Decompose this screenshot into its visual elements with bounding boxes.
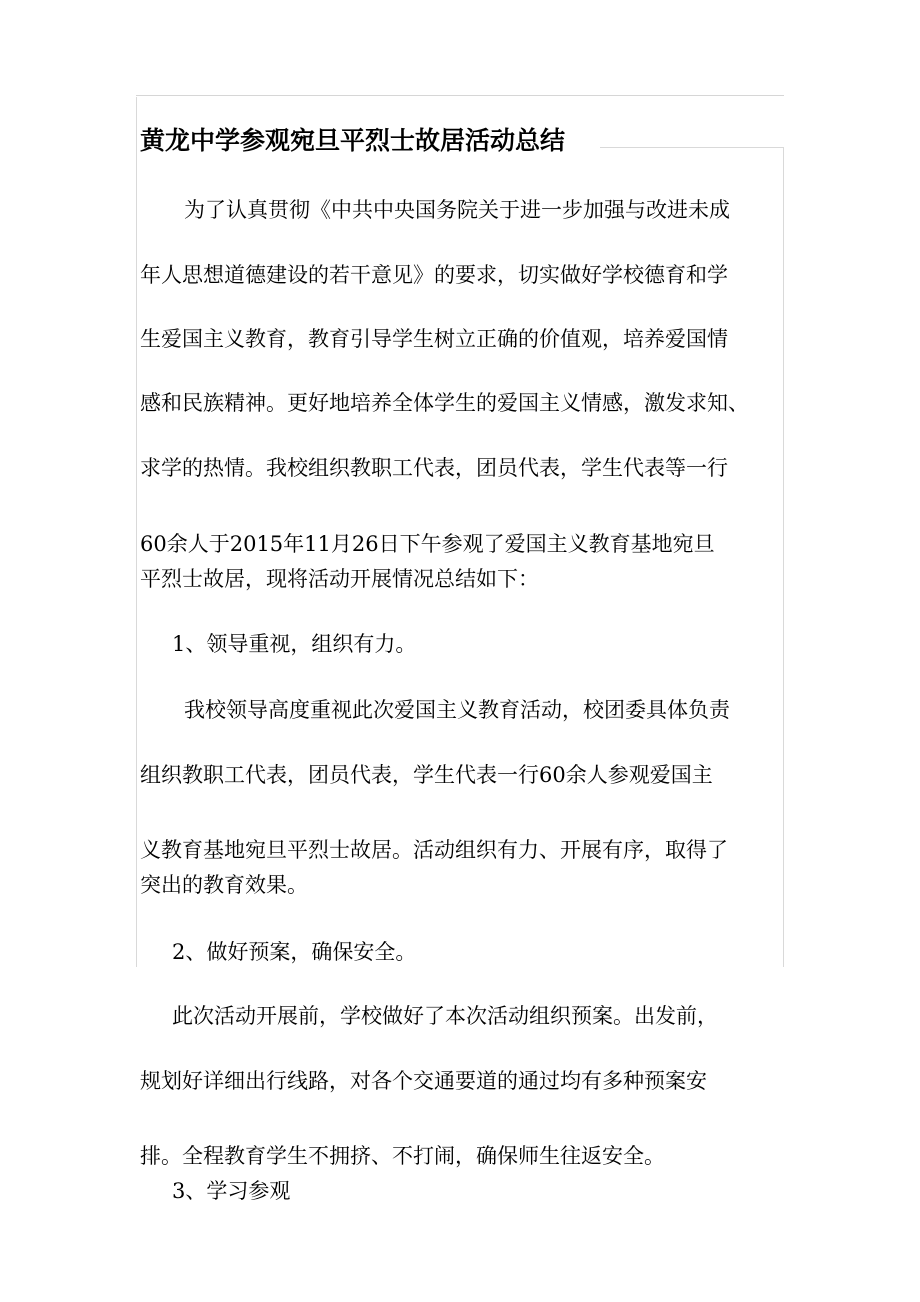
frame-top-border	[600, 147, 783, 148]
paragraph-line: 求学的热情。我校组织教职工代表，团员代表，学生代表等一行	[140, 456, 728, 480]
frame-left-border	[136, 97, 137, 967]
paragraph-line: 我校领导高度重视此次爱国主义教育活动，校团委具体负责	[184, 698, 730, 722]
paragraph-line: 感和民族精神。更好地培养全体学生的爱国主义情感，激发求知、	[140, 391, 749, 415]
paragraph-line: 义教育基地宛旦平烈士故居。活动组织有力、开展有序，取得了	[140, 838, 728, 862]
paragraph-line: 60余人于2015年11月26日下午参观了爱国主义教育基地宛旦	[140, 532, 715, 556]
paragraph-line: 排。全程教育学生不拥挤、不打闹，确保师生往返安全。	[140, 1144, 665, 1168]
paragraph-line: 组织教职工代表，团员代表，学生代表一行60余人参观爱国主	[140, 763, 713, 787]
paragraph-line: 为了认真贯彻《中共中央国务院关于进一步加强与改进未成	[184, 198, 730, 222]
paragraph-line: 年人思想道德建设的若干意见》的要求，切实做好学校德育和学	[140, 263, 728, 287]
top-divider	[136, 95, 784, 96]
paragraph-line: 此次活动开展前，学校做好了本次活动组织预案。出发前，	[172, 1004, 718, 1028]
paragraph-line: 突出的教育效果。	[140, 873, 308, 897]
paragraph-line: 平烈士故居，现将活动开展情况总结如下：	[140, 567, 539, 591]
frame-right-border	[783, 147, 784, 967]
section-heading: 2、做好预案，确保安全。	[172, 940, 417, 964]
paragraph-line: 生爱国主义教育，教育引导学生树立正确的价值观，培养爱国情	[140, 327, 728, 351]
section-heading: 3、学习参观	[172, 1179, 291, 1203]
document-title: 黄龙中学参观宛旦平烈士故居活动总结	[140, 126, 566, 155]
paragraph-line: 规划好详细出行线路，对各个交通要道的通过均有多种预案安	[140, 1069, 707, 1093]
section-heading: 1、领导重视，组织有力。	[172, 632, 417, 656]
